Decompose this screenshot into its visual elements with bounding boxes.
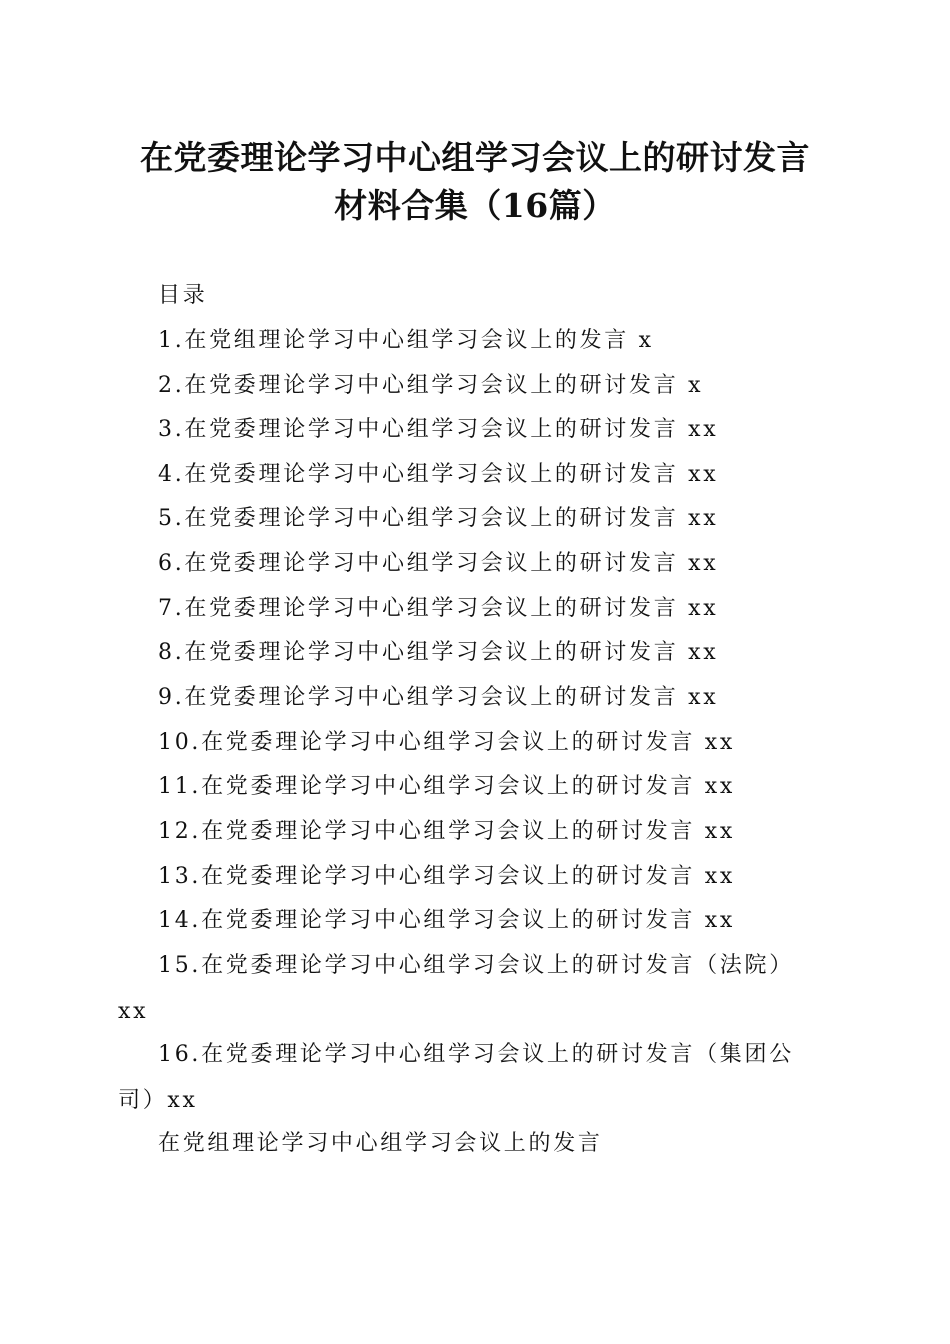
toc-item-6: 6.在党委理论学习中心组学习会议上的研讨发言 xx <box>158 551 719 576</box>
toc-item-7: 7.在党委理论学习中心组学习会议上的研讨发言 xx <box>158 596 719 621</box>
toc-item-11: 11.在党委理论学习中心组学习会议上的研讨发言 xx <box>158 774 735 799</box>
toc-item-14: 14.在党委理论学习中心组学习会议上的研讨发言 xx <box>158 908 735 933</box>
section-heading: 在党组理论学习中心组学习会议上的发言 <box>158 1131 603 1156</box>
toc-item-4: 4.在党委理论学习中心组学习会议上的研讨发言 xx <box>158 462 719 487</box>
toc-item-16-line-2: 司）xx <box>118 1088 198 1113</box>
toc-item-9: 9.在党委理论学习中心组学习会议上的研讨发言 xx <box>158 685 719 710</box>
toc-item-16-line-1: 16.在党委理论学习中心组学习会议上的研讨发言（集团公 <box>158 1042 794 1067</box>
toc-item-1: 1.在党组理论学习中心组学习会议上的发言 x <box>158 328 654 353</box>
toc-item-13: 13.在党委理论学习中心组学习会议上的研讨发言 xx <box>158 864 735 889</box>
toc-item-15-line-2: xx <box>118 999 149 1024</box>
document-title-line-2: 材料合集（16篇） <box>334 186 616 225</box>
toc-item-12: 12.在党委理论学习中心组学习会议上的研讨发言 xx <box>158 819 735 844</box>
document-title-line-1: 在党委理论学习中心组学习会议上的研讨发言 <box>140 138 810 177</box>
toc-heading: 目录 <box>158 283 208 308</box>
toc-item-2: 2.在党委理论学习中心组学习会议上的研讨发言 x <box>158 373 704 398</box>
toc-item-3: 3.在党委理论学习中心组学习会议上的研讨发言 xx <box>158 417 719 442</box>
toc-item-8: 8.在党委理论学习中心组学习会议上的研讨发言 xx <box>158 640 719 665</box>
toc-item-15-line-1: 15.在党委理论学习中心组学习会议上的研讨发言（法院） <box>158 953 794 978</box>
toc-item-5: 5.在党委理论学习中心组学习会议上的研讨发言 xx <box>158 506 719 531</box>
toc-item-10: 10.在党委理论学习中心组学习会议上的研讨发言 xx <box>158 730 735 755</box>
